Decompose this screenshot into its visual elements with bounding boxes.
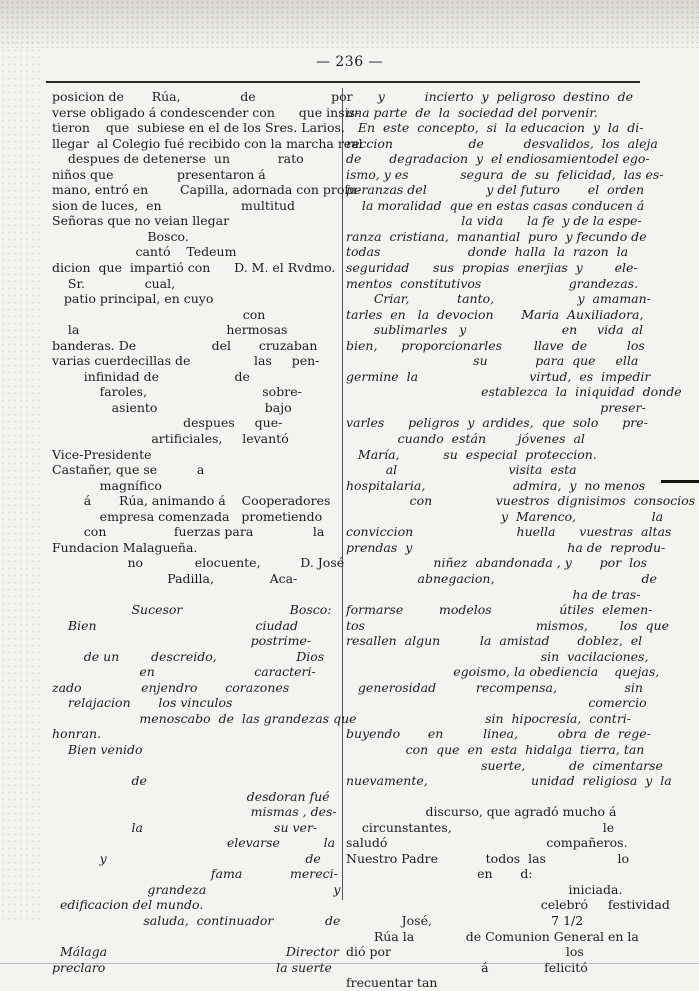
text-line: preclaro la suerte — [52, 959, 332, 975]
text-line: prendas y ha de reprodu- — [346, 539, 666, 555]
text-line: ha de tras- — [346, 586, 641, 602]
right-column — [346, 89, 696, 991]
text-line: Señoras que no veian llegar — [52, 213, 230, 229]
text-line: y de — [52, 850, 321, 866]
text-line: magnífico — [52, 477, 162, 493]
text-line: una parte de la sociedad del porvenir. — [346, 104, 598, 120]
text-line: de un descreido, Dios — [52, 648, 325, 664]
text-line: Vice-Presidente — [52, 446, 152, 462]
text-line: tarles en la devocion Maria Auxiliadora, — [346, 306, 644, 322]
text-line: José, 7 1/2 — [346, 912, 584, 928]
text-line: en d: — [346, 866, 533, 882]
text-line: suerte, de cimentarse — [346, 757, 663, 773]
column-divider — [342, 88, 343, 900]
text-line: verse obligado á condescender con que insis- — [52, 104, 360, 120]
page-number: — 236 — — [315, 54, 384, 70]
text-line: grandeza y — [52, 881, 341, 897]
text-line: infinidad de de — [52, 368, 250, 384]
text-line: desdoran fué — [52, 788, 330, 804]
text-line: dió por los — [346, 944, 584, 960]
text-line: María, su especial proteccion. — [346, 446, 597, 462]
text-line: en caracteri- — [52, 664, 316, 680]
text-line: ismo, y es segura de su felicidad, las es- — [346, 166, 664, 182]
text-line: con — [52, 306, 266, 322]
text-line: tieron que subiese en el de los Sres. Larios. — [52, 120, 345, 136]
text-line: saluda, continuador de — [52, 912, 341, 928]
text-line: con que en esta hidalga tierra, tan — [346, 741, 645, 757]
text-line: Bien ciudad — [52, 617, 298, 633]
right-column-italic — [346, 89, 696, 789]
text-line: asiento bajo — [52, 399, 292, 415]
left-column — [52, 89, 363, 975]
text-line: posicion de Rúa, de por — [52, 89, 353, 104]
text-line: Málaga Director — [52, 944, 339, 960]
text-line: su para que ella — [346, 353, 639, 369]
text-line: honran. — [52, 726, 102, 742]
right-column-upright — [346, 804, 670, 991]
text-line: con vuestros dignisimos consocios — [346, 493, 696, 509]
text-line: buyendo en linea, obra de rege- — [346, 726, 651, 742]
text-line: mentos constitutivos grandezas. — [346, 275, 639, 291]
text-line: seguridad sus propias enerjias y ele- — [346, 260, 638, 276]
text-line — [52, 587, 332, 603]
text-line: sin vacilaciones, — [346, 648, 649, 664]
text-line: faroles, sobre- — [52, 384, 302, 400]
text-line: al visita esta — [346, 462, 577, 478]
text-line: reccion de desvalidos, los aleja — [346, 135, 658, 151]
text-line: sin hipocresía, contri- — [346, 710, 632, 726]
text-line: niños que presentaron á — [52, 166, 266, 182]
text-line: á felicitó — [346, 959, 588, 975]
text-line: edificacion del mundo. — [52, 897, 204, 913]
text-line: celebró festividad — [346, 897, 670, 913]
text-line: á Rúa, animando á Cooperadores — [52, 493, 331, 509]
text-line: la hermosas — [52, 322, 288, 338]
text-line: Criar, tanto, y amaman- — [346, 291, 651, 307]
text-line: con fuerzas para la — [52, 524, 325, 540]
text-line: sublimarles y en vida al — [346, 322, 643, 338]
text-line: ranza cristiana, manantial puro y fecundo de — [346, 228, 647, 244]
text-line: relajacion los vinculos — [52, 695, 233, 711]
left-column-italic — [52, 587, 357, 976]
text-line: cuando están jóvenes al — [346, 431, 585, 447]
text-line: varles peligros y ardides, que solo pre- — [346, 415, 648, 431]
text-line: banderas. De del cruzaban — [52, 337, 318, 353]
text-line: nuevamente, unidad religiosa y la — [346, 773, 672, 789]
text-line: frecuentar tan — [346, 975, 438, 991]
text-line: la su ver- — [52, 819, 318, 835]
text-line: hospitalaria, admira, y no menos — [346, 477, 646, 493]
text-line: empresa comenzada prometiendo — [52, 508, 323, 524]
text-line: cantó Tedeum — [52, 244, 237, 260]
text-line: circunstantes, le — [346, 819, 615, 835]
text-line: Sr. cual, — [52, 275, 176, 291]
text-line: abnegacion, de — [346, 570, 657, 586]
text-line: establezca la iniquidad donde — [346, 384, 682, 400]
text-line: iniciada. — [346, 881, 623, 897]
text-line: y incierto y peligroso destino de — [346, 89, 634, 104]
margin-mark — [661, 480, 699, 483]
text-line: llegar al Colegio fué recibido con la marcha real — [52, 135, 363, 151]
scan-edge-top — [0, 0, 699, 48]
text-line: despues que- — [52, 415, 283, 431]
text-line: niñez abandonada , y por los — [346, 555, 648, 571]
text-line: todas donde halla la razon la — [346, 244, 629, 260]
text-line: mismas , des- — [52, 804, 337, 820]
text-line: germine la virtud, es impedir — [346, 368, 651, 384]
text-line: resallen algun la amistad doblez, el — [346, 633, 643, 649]
text-line: peranzas del y del futuro el orden — [346, 182, 645, 198]
text-line: Rúa la de Comunion General en la — [346, 928, 639, 944]
text-line: comercio — [346, 695, 647, 711]
text-line: Sucesor Bosco: — [52, 602, 332, 618]
text-line: patio principal, en cuyo — [52, 291, 214, 307]
text-line: artificiales, levantó — [52, 431, 289, 447]
text-line: dicion que impartió con D. M. el Rvdmo. — [52, 260, 336, 276]
text-line: Bien venido — [52, 741, 143, 757]
text-line: discurso, que agradó mucho á — [346, 804, 617, 820]
text-line: bien, proporcionarles llave de los — [346, 337, 645, 353]
text-line: Castañer, que se a — [52, 462, 205, 478]
text-line: despues de detenerse un rato — [52, 151, 304, 167]
text-line: zado enjendro corazones — [52, 679, 290, 695]
text-line: Padilla, Aca- — [52, 570, 298, 586]
text-line — [52, 758, 332, 774]
scan-edge-left — [0, 40, 40, 920]
text-line — [52, 929, 332, 945]
text-line: Bosco. — [52, 228, 189, 244]
text-line: Nuestro Padre todos las lo — [346, 850, 630, 866]
left-column-roman — [52, 89, 363, 587]
text-line: En este concepto, si la educacion y la di- — [346, 120, 644, 136]
text-line: postrime- — [52, 633, 312, 649]
text-line: preser- — [346, 399, 646, 415]
text-line: egoismo, la obediencia quejas, — [346, 664, 660, 680]
text-line: sion de luces, en multitud — [52, 197, 296, 213]
text-line: no elocuente, D. José — [52, 555, 345, 571]
text-line: menoscabo de las grandezas que — [52, 710, 357, 726]
text-line: de degradacion y el endiosamientodel ego- — [346, 151, 650, 167]
text-line: Fundacion Malagueña. — [52, 539, 198, 555]
header-rule — [46, 81, 640, 83]
text-line: de — [52, 773, 147, 789]
text-line: y Marenco, la — [346, 508, 664, 524]
text-line: fama mereci- — [52, 866, 338, 882]
text-line: saludó compañeros. — [346, 835, 628, 851]
text-line: elevarse la — [52, 835, 336, 851]
text-line: la moralidad que en estas casas conducen á — [346, 197, 645, 213]
text-line: generosidad recompensa, sin — [346, 679, 643, 695]
text-line: la vida la fe y de la espe- — [346, 213, 642, 229]
text-line: tos mismos, los que — [346, 617, 669, 633]
text-line: mano, entró en Capilla, adornada con profu- — [52, 182, 362, 198]
text-line: formarse modelos útiles elemen- — [346, 602, 653, 618]
text-line: conviccion huella vuestras altas — [346, 524, 672, 540]
text-line: varias cuerdecillas de las pen- — [52, 353, 320, 369]
